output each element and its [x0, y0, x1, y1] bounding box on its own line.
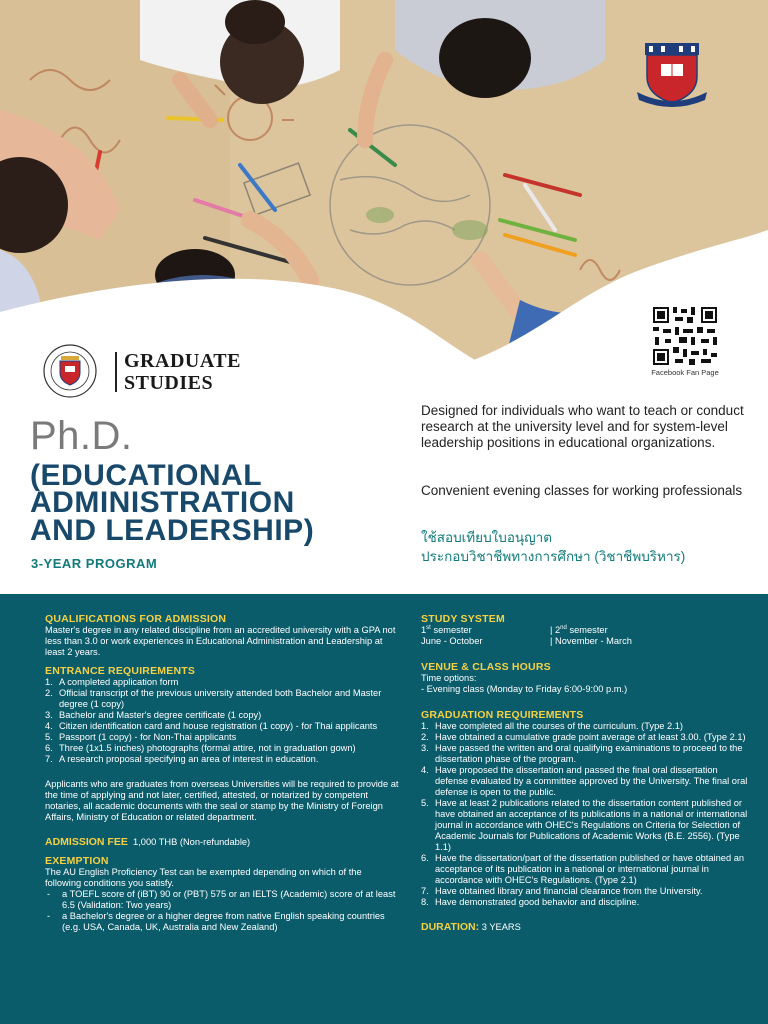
list-item: 2. Have obtained a cumulative grade point average of at least 3.00. (Type 2.1) — [421, 732, 746, 742]
list-item: 6. Three (1x1.5 inches) photographs (formal attire, not in graduation gown) — [45, 743, 356, 753]
program-title-line1: (EDUCATIONAL — [30, 459, 263, 492]
semester-months: June - October | November - March — [421, 636, 632, 646]
time-options-label: Time options: — [421, 673, 477, 683]
list-item: 4. Citizen identification card and house registration (1 copy) - for Thai applicants — [45, 721, 378, 731]
list-item: - a Bachelor's degree or a higher degree from native English speaking countries (e.g. USA, Canada, UK, Australia and New Zealand) — [47, 911, 385, 932]
duration-heading: DURATION: — [421, 921, 480, 933]
study-system-heading: STUDY SYSTEM — [421, 613, 505, 625]
evening-classes-note: Convenient evening classes for working professionals — [421, 483, 743, 498]
logo-graduate-text: GRADUATE — [124, 350, 241, 372]
list-item: 8. Have demonstrated good behavior and discipline. — [421, 897, 640, 907]
program-title-line3: AND LEADERSHIP) — [30, 514, 315, 547]
list-item: 5. Have at least 2 publications related to the dissertation content published or have obtained an acceptance of its publications in a national or international journal in accordance with OHEC's Regulations on Criteria for Selection of Academic Journals for Publications of Academic Works (B.E. 2556). (Type 1.1) — [421, 798, 748, 852]
thai-license-line2: ประกอบวิชาชีพทางการศึกษา (วิชาชีพบริหาร) — [421, 549, 686, 564]
list-item: 1. Have completed all the courses of the curriculum. (Type 2.1) — [421, 721, 684, 731]
evening-class-option: - Evening class (Monday to Friday 6:00-9:00 p.m.) — [421, 684, 628, 694]
list-item: 7. Have obtained library and financial clearance from the University. — [421, 886, 703, 896]
overseas-note: Applicants who are graduates from overseas Universities will be required to provide at the time of applying and not later, certified, attested, or notarized by competent notaries, all academic documents with the seal or stamp by the Ministry of Foreign Affairs, Ministry of Education or related department. — [45, 779, 399, 822]
program-duration-tag: 3-YEAR PROGRAM — [31, 556, 158, 571]
graduation-heading: GRADUATION REQUIREMENTS — [421, 709, 584, 721]
exemption-heading: EXEMPTION — [45, 855, 109, 867]
program-description: Designed for individuals who want to teach or conduct research at the university level and for system-level leadership positions in educational organizations. — [421, 403, 744, 450]
facebook-qr-code-icon[interactable] — [651, 305, 719, 367]
university-crest-icon — [633, 40, 711, 112]
qualifications-heading: QUALIFICATIONS FOR ADMISSION — [45, 613, 227, 625]
program-title-line2: ADMINISTRATION — [30, 486, 295, 519]
entrance-list — [45, 677, 400, 765]
semester-labels: 1st semester | 2nd semester — [421, 624, 608, 635]
logo-divider — [115, 352, 117, 392]
qualifications-text: Master's degree in any related discipline from an accredited university with a GPA not less than 3.0 or work experiences in Educational Administration and Leadership at least 2 years. — [45, 625, 396, 657]
admission-fee — [45, 837, 400, 848]
fee-value: 1,000 THB (Non-refundable) — [133, 837, 251, 847]
list-item: 5. Passport (1 copy) - for Non-Thai applicants — [45, 732, 237, 742]
entrance-heading: ENTRANCE REQUIREMENTS — [45, 665, 196, 677]
venue-heading: VENUE & CLASS HOURS — [421, 661, 551, 673]
list-item: 7. A research proposal specifying an area of interest in education. — [45, 754, 319, 764]
duration-value: 3 YEARS — [481, 922, 521, 932]
right-column — [421, 613, 751, 933]
exemption-text: The AU English Proficiency Test can be exempted depending on which of the following conditions you satisfy. — [45, 867, 362, 888]
list-item: 3. Have passed the written and oral qualifying examinations to proceed to the dissertation phase of the program. — [421, 743, 743, 764]
list-item: 1. A completed application form — [45, 677, 179, 687]
thai-license-line1: ใช้สอบเทียบใบอนุญาต — [421, 530, 553, 545]
left-column — [45, 613, 400, 933]
duration — [421, 922, 751, 933]
list-item: - a TOEFL score of (iBT) 90 or (PBT) 575 or an IELTS (Academic) score of at least 6.5 (Validation: Two years) — [47, 889, 396, 910]
list-item: 6. Have the dissertation/part of the dissertation published or have obtained an acceptance of its publication in a national or international journal in accordance with OHEC's Regulations. (Type 2.1) — [421, 853, 745, 885]
degree-title: Ph.D. — [30, 414, 133, 458]
assumption-university-seal-icon — [32, 343, 112, 399]
logo-studies-text: STUDIES — [124, 372, 214, 394]
list-item: 3. Bachelor and Master's degree certificate (1 copy) — [45, 710, 262, 720]
list-item: 2. Official transcript of the previous university attended both Bachelor and Master degree (1 copy) — [45, 688, 382, 709]
qr-caption: Facebook Fan Page — [651, 368, 719, 377]
list-item: 4. Have proposed the dissertation and passed the final oral dissertation defense evaluated by a committee approved by the University. The final oral defense is open to the public. — [421, 765, 748, 797]
fee-heading: ADMISSION FEE — [45, 836, 128, 848]
